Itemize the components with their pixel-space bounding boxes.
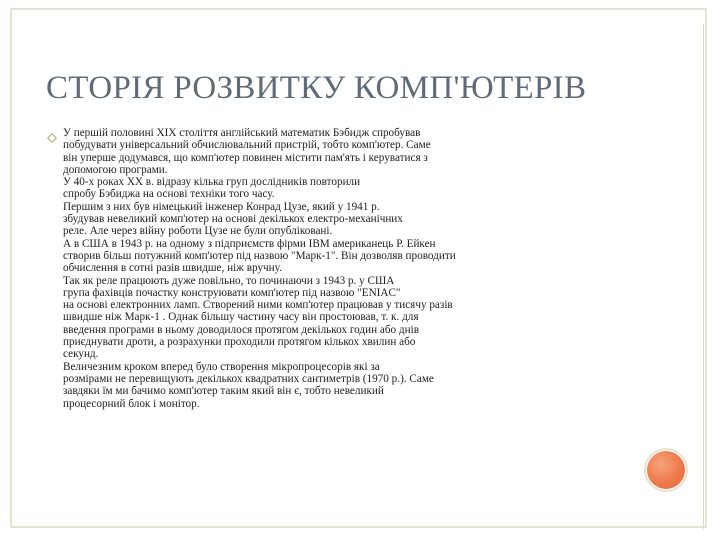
body-line: завдяки їм ми бачимо комп'ютер таким який він є, тобто невеликий: [63, 385, 384, 398]
body-line: У першій половині XIX століття англійський математик Бэбидж спробував: [63, 127, 421, 139]
body-line: секунд.: [63, 348, 99, 361]
body-line: процесорний блок і монітор.: [63, 397, 200, 410]
body-line: побудувати універсальний обчислювальний пристрій, тобто комп'ютер. Саме: [63, 139, 431, 152]
decorative-line: [703, 24, 704, 529]
decorative-orange-circle: [647, 451, 685, 489]
body-line: швидше ніж Марк-1 . Однак більшу частину часу він простоював, т. к. для: [63, 311, 419, 324]
body-line: він уперше додумався, що комп'ютер повинен містити пам'ять і керуватися з: [63, 151, 428, 164]
slide-body-text: [63, 127, 583, 410]
body-line: Величезним кроком вперед було створення мікропроцесорів які за: [63, 360, 380, 373]
body-line: розмірами не перевищують декількох квадратних сантиметрів (1970 р.). Саме: [63, 372, 434, 385]
body-line: збудував невеликий комп'ютер на основі декількох електро-механічних: [63, 213, 403, 226]
body-line: реле. Але через війну роботи Цузе не були опубліковані.: [63, 225, 333, 238]
body-line: на основі електронних ламп. Створений ними комп'ютер працював у тисячу разів: [63, 299, 453, 312]
body-line: створив більш потужний комп'ютер під назвою "Марк-1". Він дозволяв проводити: [63, 249, 456, 262]
body-line: обчислення в сотні разів швидше, ніж вручну.: [63, 262, 282, 275]
body-line: спробу Бэбиджа на основі техніки того часу.: [63, 188, 275, 201]
body-line: А в США в 1943 р. на одному з підприємств фірми IBM американець Р. Ейкен: [63, 237, 436, 250]
diamond-bullet-icon: [47, 133, 57, 143]
body-line: приєднувати дроти, а розрахунки проходили протягом кількох хвилин або: [63, 336, 416, 349]
body-line: Так як реле працюють дуже повільно, то починаючи з 1943 р. у США: [63, 274, 395, 287]
body-line: У 40-х роках XX в. відразу кілька груп дослідників повторили: [63, 176, 361, 189]
body-line: група фахівців почастку конструювати комп'ютер під назвою "ENIAC": [63, 286, 401, 299]
body-line: введення програми в ньому доводилося протягом декількох годин або днів: [63, 323, 420, 336]
body-line: Першим з них був німецький інженер Конрад Цузе, який у 1941 р.: [63, 200, 380, 213]
body-line: допомогою програми.: [63, 163, 168, 176]
slide-title: СТОРІЯ РОЗВИТКУ КОМП'ЮТЕРІВ: [46, 70, 587, 106]
